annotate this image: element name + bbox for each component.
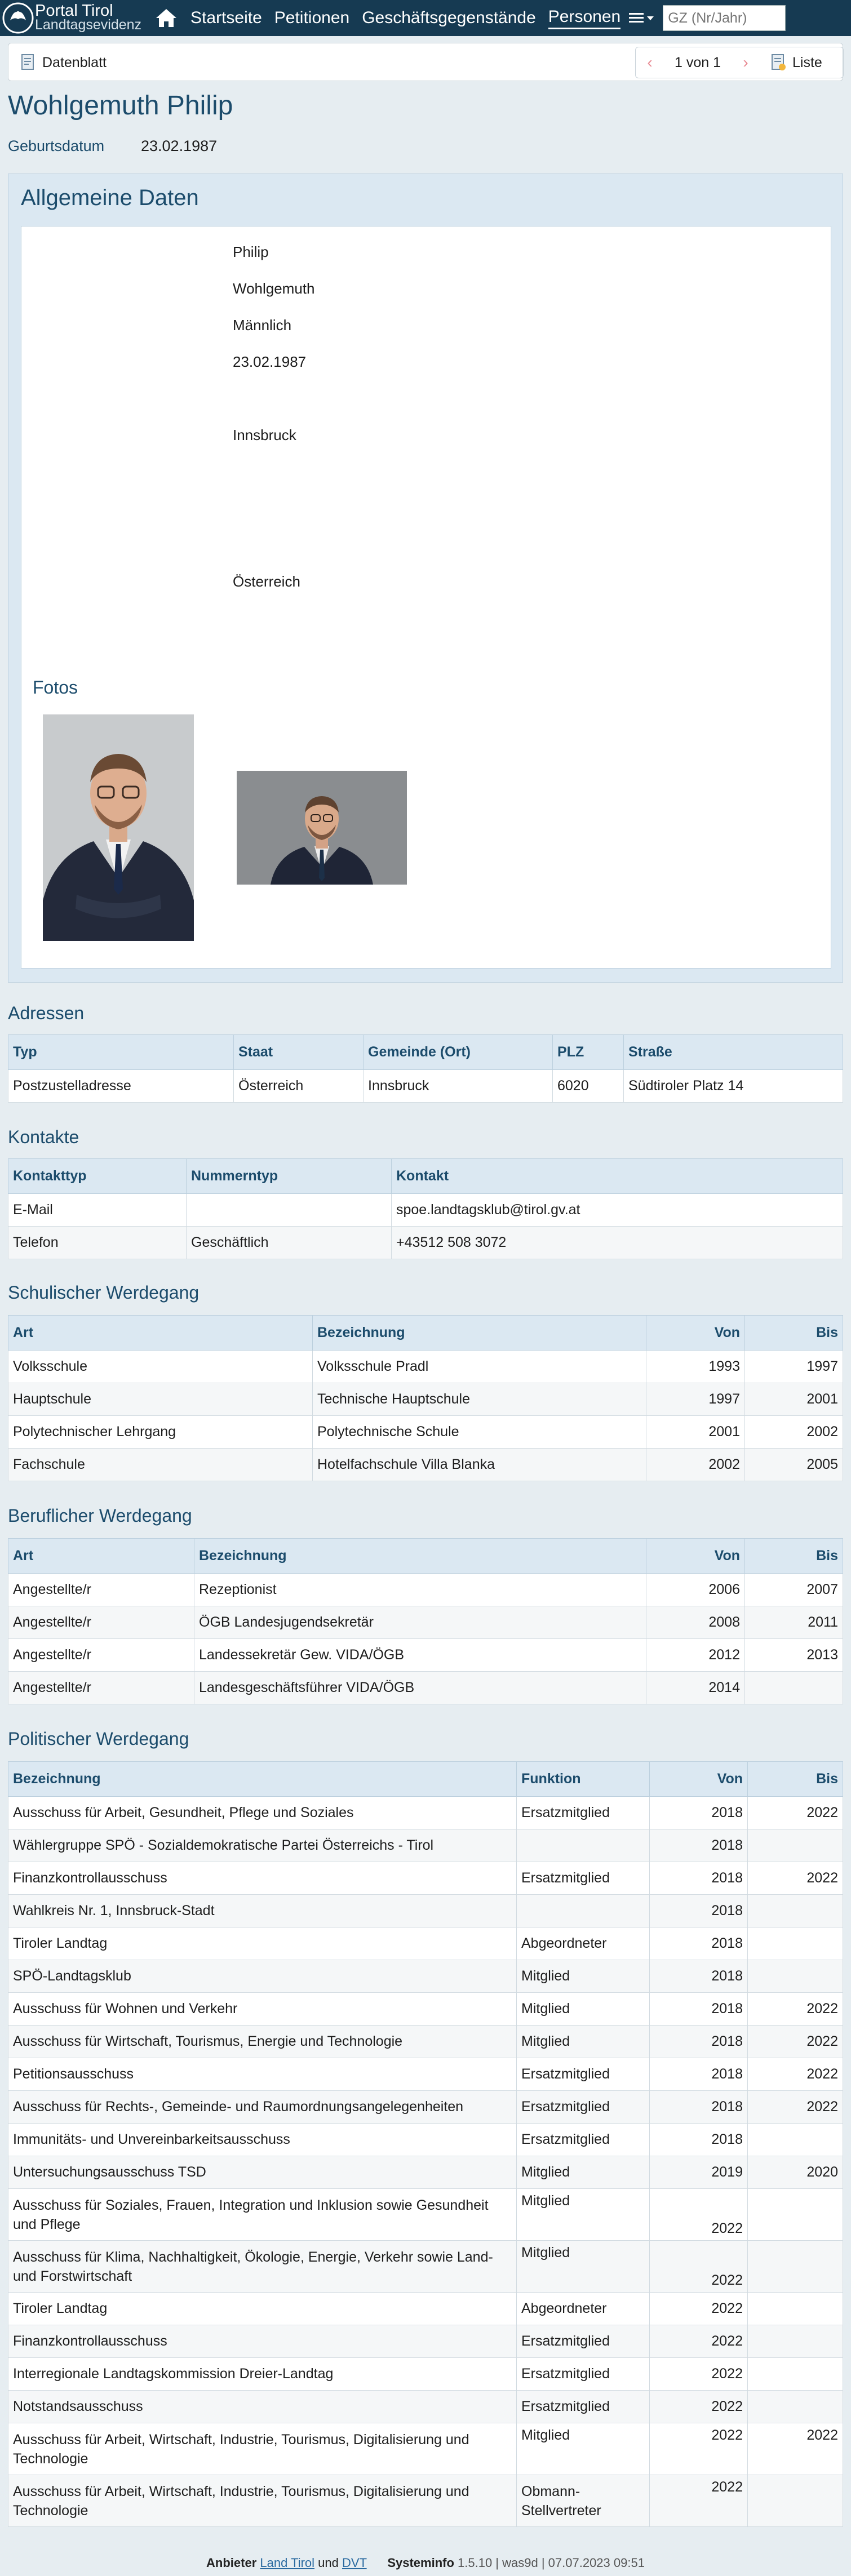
col-header[interactable]: Von — [646, 1316, 745, 1351]
cell: Angestellte/r — [8, 1574, 194, 1606]
cell — [748, 1960, 843, 1993]
col-header[interactable]: Funktion — [517, 1762, 650, 1797]
cell: 2012 — [646, 1639, 745, 1672]
cell: E-Mail — [8, 1194, 187, 1227]
cell: Angestellte/r — [8, 1606, 194, 1639]
cell: 2006 — [646, 1574, 745, 1606]
table-header-row — [8, 1159, 843, 1194]
col-header[interactable]: Typ — [8, 1035, 234, 1070]
cell: Finanzkontrollausschuss — [8, 1862, 517, 1895]
cell: Ersatzmitglied — [517, 2358, 650, 2391]
logo-subtitle: Landtagsevidenz — [35, 17, 142, 33]
cell: 2019 — [650, 2156, 748, 2189]
table-row — [8, 1383, 843, 1416]
hamburger-icon — [629, 12, 644, 24]
cell: 2022 — [650, 2241, 748, 2293]
page-footer — [0, 2556, 851, 2570]
field-row — [21, 280, 416, 303]
tirol-eagle-logo-icon — [2, 2, 34, 34]
cell: Notstandsausschuss — [8, 2391, 517, 2423]
liste-button[interactable] — [770, 54, 822, 72]
cell: Wahlkreis Nr. 1, Innsbruck-Stadt — [8, 1895, 517, 1927]
table-row — [8, 2124, 843, 2156]
field-row — [21, 573, 416, 596]
cell: Telefon — [8, 1227, 187, 1259]
table-row — [8, 1070, 843, 1103]
cell: 2018 — [650, 2124, 748, 2156]
col-header[interactable]: Kontakttyp — [8, 1159, 187, 1194]
portal-logo[interactable] — [0, 0, 146, 36]
cell: 2011 — [745, 1606, 843, 1639]
cell: 2022 — [650, 2475, 748, 2527]
cell: 2001 — [745, 1383, 843, 1416]
cell — [748, 2124, 843, 2156]
cell — [748, 2475, 843, 2527]
cell: Rezeptionist — [194, 1574, 646, 1606]
table-row — [8, 1672, 843, 1704]
cell: 2002 — [646, 1449, 745, 1481]
cell: Innsbruck — [364, 1070, 553, 1103]
contacts-title: Kontakte — [8, 1127, 79, 1147]
cell — [748, 2325, 843, 2358]
pager — [635, 47, 844, 78]
cell: Landessekretär Gew. VIDA/ÖGB — [194, 1639, 646, 1672]
cell: Mitglied — [517, 2156, 650, 2189]
field-row — [21, 353, 416, 376]
cell — [748, 2293, 843, 2325]
table-row — [8, 1927, 843, 1960]
cell: Mitglied — [517, 1960, 650, 1993]
cell: 2022 — [650, 2423, 748, 2475]
cell: 2022 — [748, 2058, 843, 2091]
table-row — [8, 1960, 843, 1993]
cell: Österreich — [234, 1070, 364, 1103]
cell — [187, 1194, 392, 1227]
table-header-row — [8, 1316, 843, 1351]
table-row — [8, 2358, 843, 2391]
datenblatt-button[interactable] — [20, 54, 107, 72]
general-data-panel — [8, 174, 843, 983]
cell: Ausschuss für Rechts-, Gemeinde- und Raumordnungsangelegenheiten — [8, 2091, 517, 2124]
cell: Immunitäts- und Unvereinbarkeitsausschuss — [8, 2124, 517, 2156]
cell — [517, 1895, 650, 1927]
cell: 2007 — [745, 1574, 843, 1606]
col-header[interactable]: PLZ — [553, 1035, 624, 1070]
col-header[interactable]: Nummerntyp — [187, 1159, 392, 1194]
top-navbar — [0, 0, 851, 36]
col-header[interactable]: Von — [646, 1539, 745, 1574]
cell: 2008 — [646, 1606, 745, 1639]
cell: Ausschuss für Arbeit, Wirtschaft, Industrie, Tourismus, Digitalisierung und Technologie — [8, 2423, 517, 2475]
cell: Ausschuss für Arbeit, Gesundheit, Pflege und Soziales — [8, 1797, 517, 1829]
col-header[interactable]: Staat — [234, 1035, 364, 1070]
toolbar — [8, 43, 843, 81]
table-row — [8, 2475, 843, 2527]
field-value: Österreich — [233, 573, 300, 590]
cell: Ersatzmitglied — [517, 1797, 650, 1829]
col-header[interactable]: Bezeichnung — [8, 1762, 517, 1797]
document-icon — [20, 54, 37, 72]
table-row — [8, 2391, 843, 2423]
cell: Untersuchungsausschuss TSD — [8, 2156, 517, 2189]
landscape-photo[interactable] — [237, 771, 407, 885]
cell: 2022 — [650, 2293, 748, 2325]
field-value: Philip — [233, 243, 269, 260]
cell: Ersatzmitglied — [517, 1862, 650, 1895]
fotos-heading: Fotos — [33, 677, 78, 698]
cell: Abgeordneter — [517, 2293, 650, 2325]
cell: 2022 — [650, 2189, 748, 2241]
cell: Mitglied — [517, 2241, 650, 2293]
footer-version: 1.5.10 | was9d | 07.07.2023 09:51 — [458, 2556, 645, 2570]
table-row — [8, 2423, 843, 2475]
table-row — [8, 1895, 843, 1927]
pager-text: 1 von 1 — [674, 54, 721, 70]
table-row — [8, 1862, 843, 1895]
cell: Volksschule — [8, 1351, 313, 1383]
field-row — [21, 317, 416, 339]
cell — [748, 2391, 843, 2423]
cell: Postzustelladresse — [8, 1070, 234, 1103]
cell: Mitglied — [517, 2026, 650, 2058]
cell — [748, 2358, 843, 2391]
table-row — [8, 1606, 843, 1639]
table-row — [8, 2026, 843, 2058]
cell: spoe.landtagsklub@tirol.gv.at — [392, 1194, 843, 1227]
caret-down-icon — [646, 15, 655, 21]
field-row — [21, 427, 416, 449]
cell: 2022 — [748, 1993, 843, 2026]
table-row — [8, 1416, 843, 1449]
general-data-card — [21, 226, 831, 969]
cell: 2018 — [650, 1993, 748, 2026]
portrait-photo[interactable] — [43, 714, 194, 941]
cell: Geschäftlich — [187, 1227, 392, 1259]
table-row — [8, 2058, 843, 2091]
nav-geschaeftsgegenstaende[interactable]: Geschäftsgegenstände — [362, 8, 536, 27]
cell: Polytechnischer Lehrgang — [8, 1416, 313, 1449]
cell: Finanzkontrollausschuss — [8, 2325, 517, 2358]
cell: Mitglied — [517, 2423, 650, 2475]
list-document-icon — [770, 54, 787, 72]
table-row — [8, 1574, 843, 1606]
menu-button[interactable] — [629, 12, 655, 24]
field-value: 23.02.1987 — [233, 353, 307, 370]
cell: 2022 — [748, 2026, 843, 2058]
politics-title: Politischer Werdegang — [8, 1729, 189, 1749]
cell: Technische Hauptschule — [313, 1383, 646, 1416]
cell: 2013 — [745, 1639, 843, 1672]
col-header[interactable]: Bis — [748, 1762, 843, 1797]
addresses-table — [8, 1034, 843, 1103]
cell: 2018 — [650, 1862, 748, 1895]
liste-label: Liste — [792, 54, 822, 70]
datenblatt-label: Datenblatt — [42, 54, 107, 70]
cell: Tiroler Landtag — [8, 2293, 517, 2325]
table-row — [8, 2189, 843, 2241]
cell: 1997 — [646, 1383, 745, 1416]
col-header[interactable]: Bis — [745, 1316, 843, 1351]
cell: 1997 — [745, 1351, 843, 1383]
cell: 2022 — [748, 1797, 843, 1829]
footer-link-land-tirol[interactable]: Land Tirol — [260, 2556, 315, 2570]
field-row — [21, 646, 416, 669]
cell: 2022 — [650, 2325, 748, 2358]
cell: 2014 — [646, 1672, 745, 1704]
cell: Ausschuss für Klima, Nachhaltigkeit, Ökologie, Energie, Verkehr sowie Land- und Forstwirtschaft — [8, 2241, 517, 2293]
cell: Ausschuss für Wirtschaft, Tourismus, Energie und Technologie — [8, 2026, 517, 2058]
col-header[interactable]: Von — [650, 1762, 748, 1797]
cell: Polytechnische Schule — [313, 1416, 646, 1449]
cell: 2005 — [745, 1449, 843, 1481]
cell: Ausschuss für Wohnen und Verkehr — [8, 1993, 517, 2026]
cell — [745, 1672, 843, 1704]
cell: 2018 — [650, 1829, 748, 1862]
cell: Angestellte/r — [8, 1672, 194, 1704]
cell: 2020 — [748, 2156, 843, 2189]
footer-link-dvt[interactable]: DVT — [342, 2556, 367, 2570]
field-row — [21, 243, 416, 266]
col-header[interactable]: Bis — [745, 1539, 843, 1574]
cell: 2001 — [646, 1416, 745, 1449]
cell: Ersatzmitglied — [517, 2058, 650, 2091]
cell: Ersatzmitglied — [517, 2391, 650, 2423]
table-row — [8, 1449, 843, 1481]
col-header[interactable]: Gemeinde (Ort) — [364, 1035, 553, 1070]
cell: Mitglied — [517, 2189, 650, 2241]
field-value: Männlich — [233, 317, 292, 334]
cell: Wählergruppe SPÖ - Sozialdemokratische Partei Österreichs - Tirol — [8, 1829, 517, 1862]
col-header[interactable]: Bezeichnung — [194, 1539, 646, 1574]
col-header[interactable]: Bezeichnung — [313, 1316, 646, 1351]
nav-personen[interactable]: Personen — [548, 7, 620, 29]
table-row — [8, 1797, 843, 1829]
general-data-title: Allgemeine Daten — [21, 185, 199, 210]
cell: Fachschule — [8, 1449, 313, 1481]
person-name-heading: Wohlgemuth Philip — [8, 91, 233, 121]
contacts-table — [8, 1158, 843, 1259]
next-page-button[interactable]: › — [743, 54, 748, 71]
table-row — [8, 1829, 843, 1862]
cell: Petitionsausschuss — [8, 2058, 517, 2091]
birth-date-label: Geburtsdatum — [8, 137, 105, 154]
col-header[interactable]: Kontakt — [392, 1159, 843, 1194]
table-row — [8, 2091, 843, 2124]
field-value: Innsbruck — [233, 427, 296, 443]
cell: 2018 — [650, 1895, 748, 1927]
col-header[interactable]: Straße — [624, 1035, 843, 1070]
cell: Ausschuss für Soziales, Frauen, Integration und Inklusion sowie Gesundheit und Pflege — [8, 2189, 517, 2241]
cell: 2022 — [748, 1862, 843, 1895]
field-value: Wohlgemuth — [233, 280, 315, 297]
cell — [748, 1895, 843, 1927]
cell: +43512 508 3072 — [392, 1227, 843, 1259]
footer-und: und — [318, 2556, 339, 2570]
cell: Mitglied — [517, 1993, 650, 2026]
cell: ÖGB Landesjugendsekretär — [194, 1606, 646, 1639]
table-row — [8, 2293, 843, 2325]
cell: Hauptschule — [8, 1383, 313, 1416]
logo-title: Portal Tirol — [35, 2, 113, 20]
addresses-title: Adressen — [8, 1003, 85, 1023]
career-table — [8, 1538, 843, 1704]
cell — [748, 1829, 843, 1862]
nav-petitionen[interactable]: Petitionen — [274, 8, 350, 27]
cell: Interregionale Landtagskommission Dreier-Landtag — [8, 2358, 517, 2391]
cell: SPÖ-Landtagsklub — [8, 1960, 517, 1993]
field-row — [21, 536, 416, 559]
cell: Abgeordneter — [517, 1927, 650, 1960]
footer-anbieter: Anbieter — [206, 2556, 257, 2570]
col-header[interactable]: Art — [8, 1316, 313, 1351]
table-row — [8, 2241, 843, 2293]
cell: 2018 — [650, 1797, 748, 1829]
birth-date-value: 23.02.1987 — [141, 137, 218, 154]
field-row — [21, 390, 416, 412]
cell: Ersatzmitglied — [517, 2325, 650, 2358]
cell — [517, 1829, 650, 1862]
table-row — [8, 1639, 843, 1672]
cell: Hotelfachschule Villa Blanka — [313, 1449, 646, 1481]
career-title: Beruflicher Werdegang — [8, 1505, 192, 1526]
school-title: Schulischer Werdegang — [8, 1282, 200, 1303]
cell: 6020 — [553, 1070, 624, 1103]
cell: Ausschuss für Arbeit, Wirtschaft, Industrie, Tourismus, Digitalisierung und Technologie — [8, 2475, 517, 2527]
cell: 2002 — [745, 1416, 843, 1449]
table-row — [8, 1194, 843, 1227]
cell: Tiroler Landtag — [8, 1927, 517, 1960]
cell: 2018 — [650, 2058, 748, 2091]
school-table — [8, 1315, 843, 1481]
cell — [748, 2241, 843, 2293]
table-header-row — [8, 1762, 843, 1797]
field-row — [21, 500, 416, 522]
footer-systeminfo: Systeminfo — [387, 2556, 454, 2570]
table-header-row — [8, 1539, 843, 1574]
table-row — [8, 1227, 843, 1259]
cell: 2018 — [650, 1960, 748, 1993]
cell: Landesgeschäftsführer VIDA/ÖGB — [194, 1672, 646, 1704]
cell: Ersatzmitglied — [517, 2124, 650, 2156]
cell: 2022 — [748, 2091, 843, 2124]
table-row — [8, 1351, 843, 1383]
gz-search-input[interactable] — [663, 5, 786, 31]
cell: Angestellte/r — [8, 1639, 194, 1672]
table-header-row — [8, 1035, 843, 1070]
cell: 2018 — [650, 2026, 748, 2058]
cell: Südtiroler Platz 14 — [624, 1070, 843, 1103]
col-header[interactable]: Art — [8, 1539, 194, 1574]
cell: Obmann-Stellvertreter — [517, 2475, 650, 2527]
table-row — [8, 1993, 843, 2026]
cell: 2022 — [650, 2391, 748, 2423]
cell: 2022 — [650, 2358, 748, 2391]
field-row — [21, 463, 416, 486]
cell — [748, 2189, 843, 2241]
cell: Ersatzmitglied — [517, 2091, 650, 2124]
cell: 2018 — [650, 2091, 748, 2124]
table-row — [8, 2325, 843, 2358]
cell — [748, 1927, 843, 1960]
field-row — [21, 610, 416, 632]
home-icon[interactable] — [154, 6, 179, 30]
nav-startseite[interactable]: Startseite — [190, 8, 262, 27]
politics-table — [8, 1761, 843, 2527]
prev-page-button[interactable]: ‹ — [647, 54, 653, 71]
cell: 2022 — [748, 2423, 843, 2475]
cell: 2018 — [650, 1927, 748, 1960]
cell: Volksschule Pradl — [313, 1351, 646, 1383]
table-row — [8, 2156, 843, 2189]
cell: 1993 — [646, 1351, 745, 1383]
